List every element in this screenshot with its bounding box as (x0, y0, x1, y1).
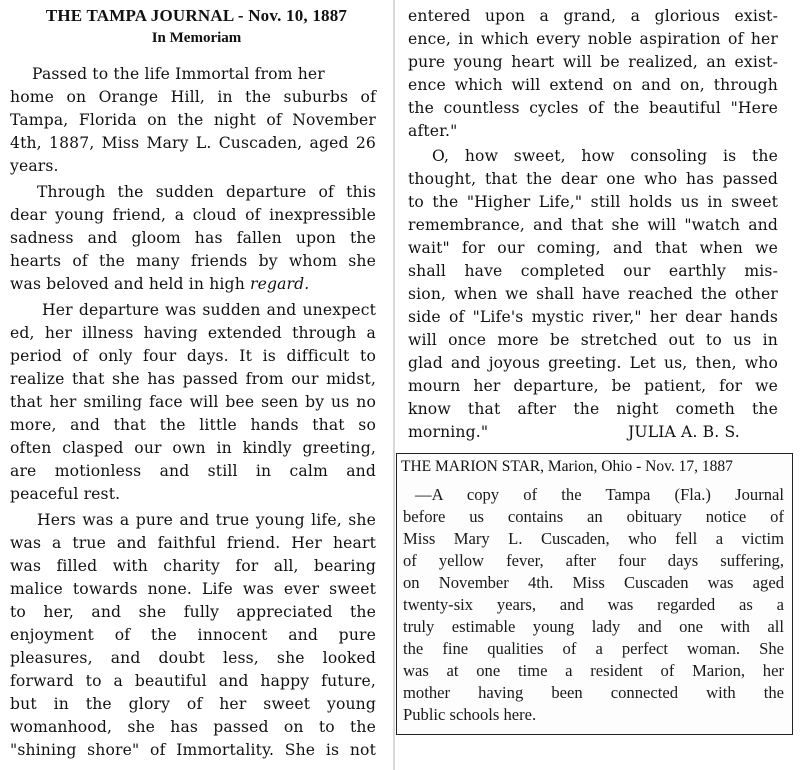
text-line: 4th, 1887, Miss Mary L. Cuscaden, aged 26 (10, 134, 376, 152)
text-line: will once more be stretched out to us in (408, 331, 778, 349)
text-line: ence which will extend on and on, through (408, 76, 778, 94)
text-line: womanhood, she has passed on to the (10, 718, 376, 736)
text-line: ence, in which every noble aspiration of her (408, 30, 778, 48)
text-line: Tampa, Florida on the night of November (10, 111, 376, 129)
text-line: morning." (408, 423, 489, 441)
italic-word: regard. (250, 275, 310, 293)
text-line: know that after the night cometh the (408, 400, 778, 418)
text-line: "shining shore" of Immortality. She is not (10, 741, 376, 759)
text-line: after." (408, 122, 458, 140)
clipping-line: of yellow fever, after four days suffering, (403, 551, 784, 570)
text-line: was a true and faithful friend. Her heart (10, 534, 376, 552)
text-line: O, how sweet, how consoling is the (432, 147, 778, 165)
text-line: Passed to the life Immortal from her (32, 65, 325, 83)
text-line: forward to a beautiful and happy future, (10, 672, 376, 690)
clipping-line: twenty-six years, and was regarded as a (403, 595, 784, 614)
text-line: often clasped our own in kindly greeting, (10, 439, 376, 457)
clipping-line: Public schools here. (403, 705, 537, 724)
clipping-line: on November 4th. Miss Cuscaden was aged (403, 573, 784, 592)
text-fragment: was beloved and held in high (10, 275, 245, 293)
newspaper-name: THE MARION STAR (401, 458, 541, 475)
text-line: that her smiling face will bee seen by us no (10, 393, 376, 411)
text-line: Hers was a pure and true young life, she (37, 511, 376, 529)
clipping-line: before us contains an obituary notice of (403, 507, 784, 526)
text-line: mourn her departure, be patient, for we (408, 377, 778, 395)
text-line: dear young friend, a cloud of inexpressible (10, 206, 376, 224)
text-line: hearts of the many friends by whom she (10, 252, 376, 270)
text-line: sadness and gloom has fallen upon the (10, 229, 376, 247)
text-line: peaceful rest. (10, 485, 121, 503)
text-line: wait" for our coming, and that when we (408, 239, 778, 257)
text-line: shall have completed our earthly mis- (408, 262, 778, 280)
text-line: the countless cycles of the beautiful "Here (408, 99, 778, 117)
text-line: glad and joyous greeting. Let us, then, who (408, 354, 778, 372)
text-line: was filled with charity for all, bearing (10, 557, 376, 575)
text-line: to the "Higher Life," still holds us in sweet (408, 193, 778, 211)
clipping-line: Miss Mary L. Cuscaden, who fell a victim (403, 529, 784, 548)
marion-star-clipping (396, 453, 793, 735)
clipping-line: mother having been connected with the (403, 683, 784, 702)
in-memoriam-title: In Memoriam (151, 30, 242, 46)
text-line: more, and that the little hands that so (10, 416, 376, 434)
text-line: pleasures, and doubt less, she looked (10, 649, 376, 667)
text-line: side of "Life's mystic river," her dear hands (408, 308, 778, 326)
text-line: years. (10, 157, 59, 175)
text-line: pure young heart will be realized, an exist- (408, 53, 778, 71)
text-line: Through the sudden departure of this (37, 183, 376, 201)
clipping-line: truly estimable young lady and one with all (403, 617, 784, 636)
text-line (10, 274, 309, 295)
text-line: sion, when we shall have reached the other (408, 285, 778, 303)
text-line: realize that she has passed from our midst, (10, 370, 376, 388)
text-line: enjoyment of the innocent and pure (10, 626, 376, 644)
signature: JULIA A. B. S. (628, 423, 740, 441)
text-line: ed, her illness having extended through a (10, 324, 376, 342)
column-divider (393, 0, 395, 770)
marion-header (401, 458, 733, 476)
text-line: remembrance, and that she will "watch and (408, 216, 778, 234)
text-line: malice towards none. Life was ever sweet (10, 580, 376, 598)
text-line: home on Orange Hill, in the suburbs of (10, 88, 376, 106)
text-line: thought, that the dear one who has passed (408, 170, 778, 188)
clipping-line: —A copy of the Tampa (Fla.) Journal (415, 485, 784, 504)
newspaper-dateline: , Marion, Ohio - Nov. 17, 1887 (540, 458, 733, 475)
tampa-header: THE TAMPA JOURNAL - Nov. 10, 1887 (45, 6, 348, 25)
text-line: entered upon a grand, a glorious exist- (408, 7, 778, 25)
text-line: period of only four days. It is difficult to (10, 347, 376, 365)
text-line: to her, and she fully appreciated the (10, 603, 376, 621)
text-line: Her departure was sudden and unexpect (42, 301, 376, 319)
text-line: but in the glory of her sweet young (10, 695, 376, 713)
text-line: are motionless and still in calm and (10, 462, 376, 480)
clipping-line: was at one time a resident of Marion, her (403, 661, 784, 680)
clipping-line: the fine qualities of a perfect woman. She (403, 639, 784, 658)
